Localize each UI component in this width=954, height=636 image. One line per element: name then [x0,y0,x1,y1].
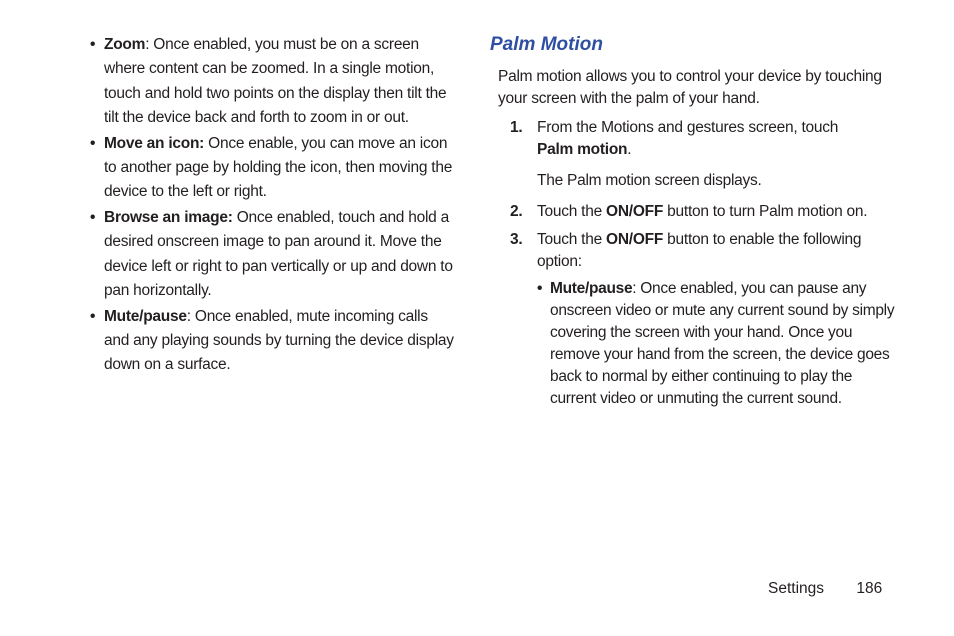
bullet-term: Zoom [104,36,146,53]
bullet-text: Once enabled, touch and hold a desired onscreen image to pan around it. Move the device left or right to pan vertically or up and down to pan horizontally. [104,209,453,299]
step-3 [490,229,900,273]
page-footer [768,578,882,600]
bullet-text: Once enabled, mute incoming calls and any playing sounds by turning the device display down on a surface. [104,307,454,374]
right-column [490,32,900,410]
step-2 [490,201,900,223]
bullet-term: Browse an image: [104,209,233,227]
step-1 [490,117,900,161]
step-text-after: button to enable the following option: [537,231,862,270]
step-text: Touch the [537,203,607,220]
section-intro: Palm motion allows you to control your device by touching your screen with the palm of your hand. [498,68,882,107]
bullet-move-icon [90,132,455,205]
bullet-term: Move an icon: [104,134,205,152]
step-text-after: . [627,141,632,158]
step-number: 2. [510,203,523,220]
bullet-mute-pause [90,305,455,378]
step-text: From the Motions and gestures screen, touch [537,119,839,136]
step-1-result: The Palm motion screen displays. [537,172,762,189]
bullet-browse-image [90,206,455,303]
section-heading: Palm Motion [490,34,603,55]
step-bold: ON/OFF [606,231,664,248]
term-separator: : [186,307,191,325]
term-separator: : [145,36,150,53]
step-bold: ON/OFF [606,203,664,220]
bullet-term: Mute/pause [104,307,187,325]
step-text: Touch the [537,231,607,248]
step-text-after: button to turn Palm motion on. [663,203,868,220]
bullet-dot: • [90,36,96,53]
bullet-text: Once enable, you can move an icon to another page by holding the icon, then moving the device to the left or right. [104,134,453,201]
bullet-term: Mute/pause [550,280,633,297]
bullet-text: Once enabled, you can pause any onscreen video or mute any current sound by simply covering the screen with your hand. Once you remove your hand from the screen, the device goes back to normal by either continuing to play the current video or unmuting the current sound. [550,280,895,407]
step-number: 3. [510,231,523,248]
bullet-dot: • [90,209,96,227]
footer-section: Settings [768,580,825,597]
left-column [90,33,455,379]
bullet-text: Once enabled, you must be on a screen where content can be zoomed. In a single motion, touch and hold two points on the display then tilt the tilt the device back and forth to zoom in or out. [104,36,447,126]
bullet-dot: • [90,134,96,152]
page-number: 186 [856,580,883,597]
step-number: 1. [510,119,523,136]
bullet-zoom [90,33,455,130]
bullet-dot: • [90,307,96,325]
bullet-dot: • [537,280,543,297]
term-separator: : [632,280,637,297]
step-bold: Palm motion [537,141,628,158]
sub-bullet-mute-pause [490,278,900,410]
